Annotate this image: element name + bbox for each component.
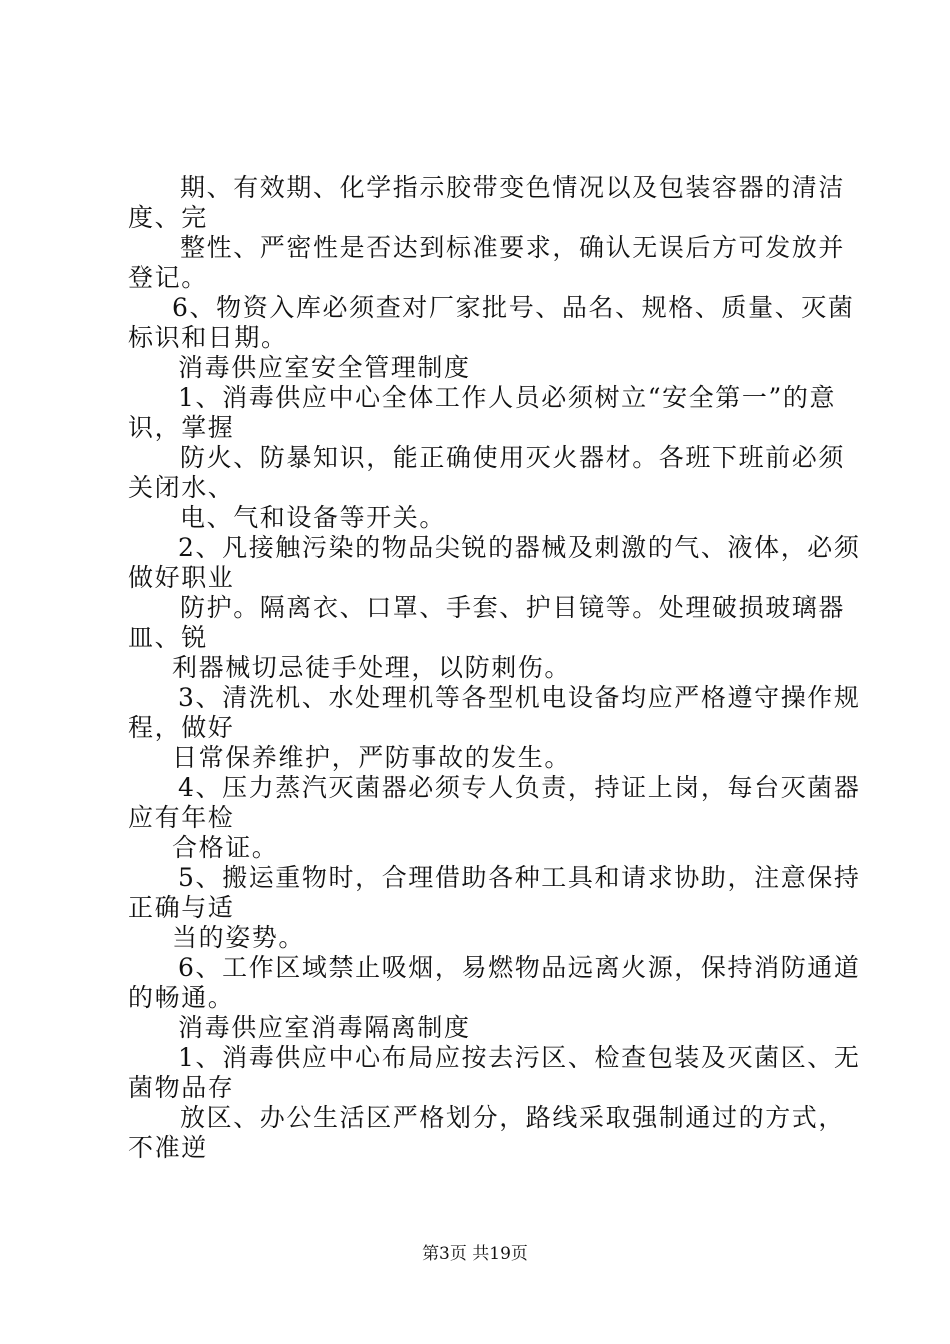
- text-line: 登记。: [128, 263, 208, 292]
- text-line: 当的姿势。: [172, 923, 306, 952]
- text-line: 期、有效期、化学指示胶带变色情况以及包装容器的清洁: [180, 173, 846, 202]
- text-line: 整性、严密性是否达到标准要求，确认无误后方可发放并: [180, 233, 846, 262]
- text-line: 5、搬运重物时，合理借助各种工具和请求协助，注意保持: [178, 863, 861, 892]
- text-line: 识，掌握: [128, 413, 235, 442]
- text-line: 2、凡接触污染的物品尖锐的器械及刺激的气、液体，必须: [178, 533, 861, 562]
- text-line: 6、物资入库必须查对厂家批号、品名、规格、质量、灭菌: [172, 293, 855, 322]
- text-line: 1、消毒供应中心全体工作人员必须树立“安全第一”的意: [178, 383, 837, 412]
- text-line: 利器械切忌徒手处理，以防刺伤。: [172, 653, 572, 682]
- text-line: 程，做好: [128, 713, 235, 742]
- text-line: 4、压力蒸汽灭菌器必须专人负责，持证上岗，每台灭菌器: [178, 773, 861, 802]
- text-line: 皿、锐: [128, 623, 208, 652]
- text-line: 正确与适: [128, 893, 235, 922]
- text-line: 的畅通。: [128, 983, 235, 1012]
- section-heading: 消毒供应室安全管理制度: [178, 353, 471, 382]
- text-line: 合格证。: [172, 833, 279, 862]
- text-line: 关闭水、: [128, 473, 235, 502]
- text-line: 电、气和设备等开关。: [180, 503, 447, 532]
- text-line: 防护。隔离衣、口罩、手套、护目镜等。处理破损玻璃器: [180, 593, 846, 622]
- page-number-footer: 第3页 共19页: [422, 1244, 528, 1264]
- text-line: 3、清洗机、水处理机等各型机电设备均应严格遵守操作规: [178, 683, 861, 712]
- section-heading: 消毒供应室消毒隔离制度: [178, 1013, 471, 1042]
- text-line: 标识和日期。: [128, 323, 288, 352]
- text-line: 不准逆: [128, 1133, 208, 1162]
- text-line: 应有年检: [128, 803, 235, 832]
- text-line: 度、完: [128, 203, 208, 232]
- document-body: [128, 173, 861, 1163]
- text-line: 1、消毒供应中心布局应按去污区、检查包装及灭菌区、无: [178, 1043, 861, 1072]
- text-line: 日常保养维护，严防事故的发生。: [172, 743, 572, 772]
- text-line: 6、工作区域禁止吸烟，易燃物品远离火源，保持消防通道: [178, 953, 861, 982]
- text-line: 做好职业: [128, 563, 235, 592]
- text-line: 菌物品存: [128, 1073, 235, 1102]
- text-line: 放区、办公生活区严格划分，路线采取强制通过的方式，: [180, 1103, 846, 1132]
- text-line: 防火、防暴知识，能正确使用灭火器材。各班下班前必须: [180, 443, 846, 472]
